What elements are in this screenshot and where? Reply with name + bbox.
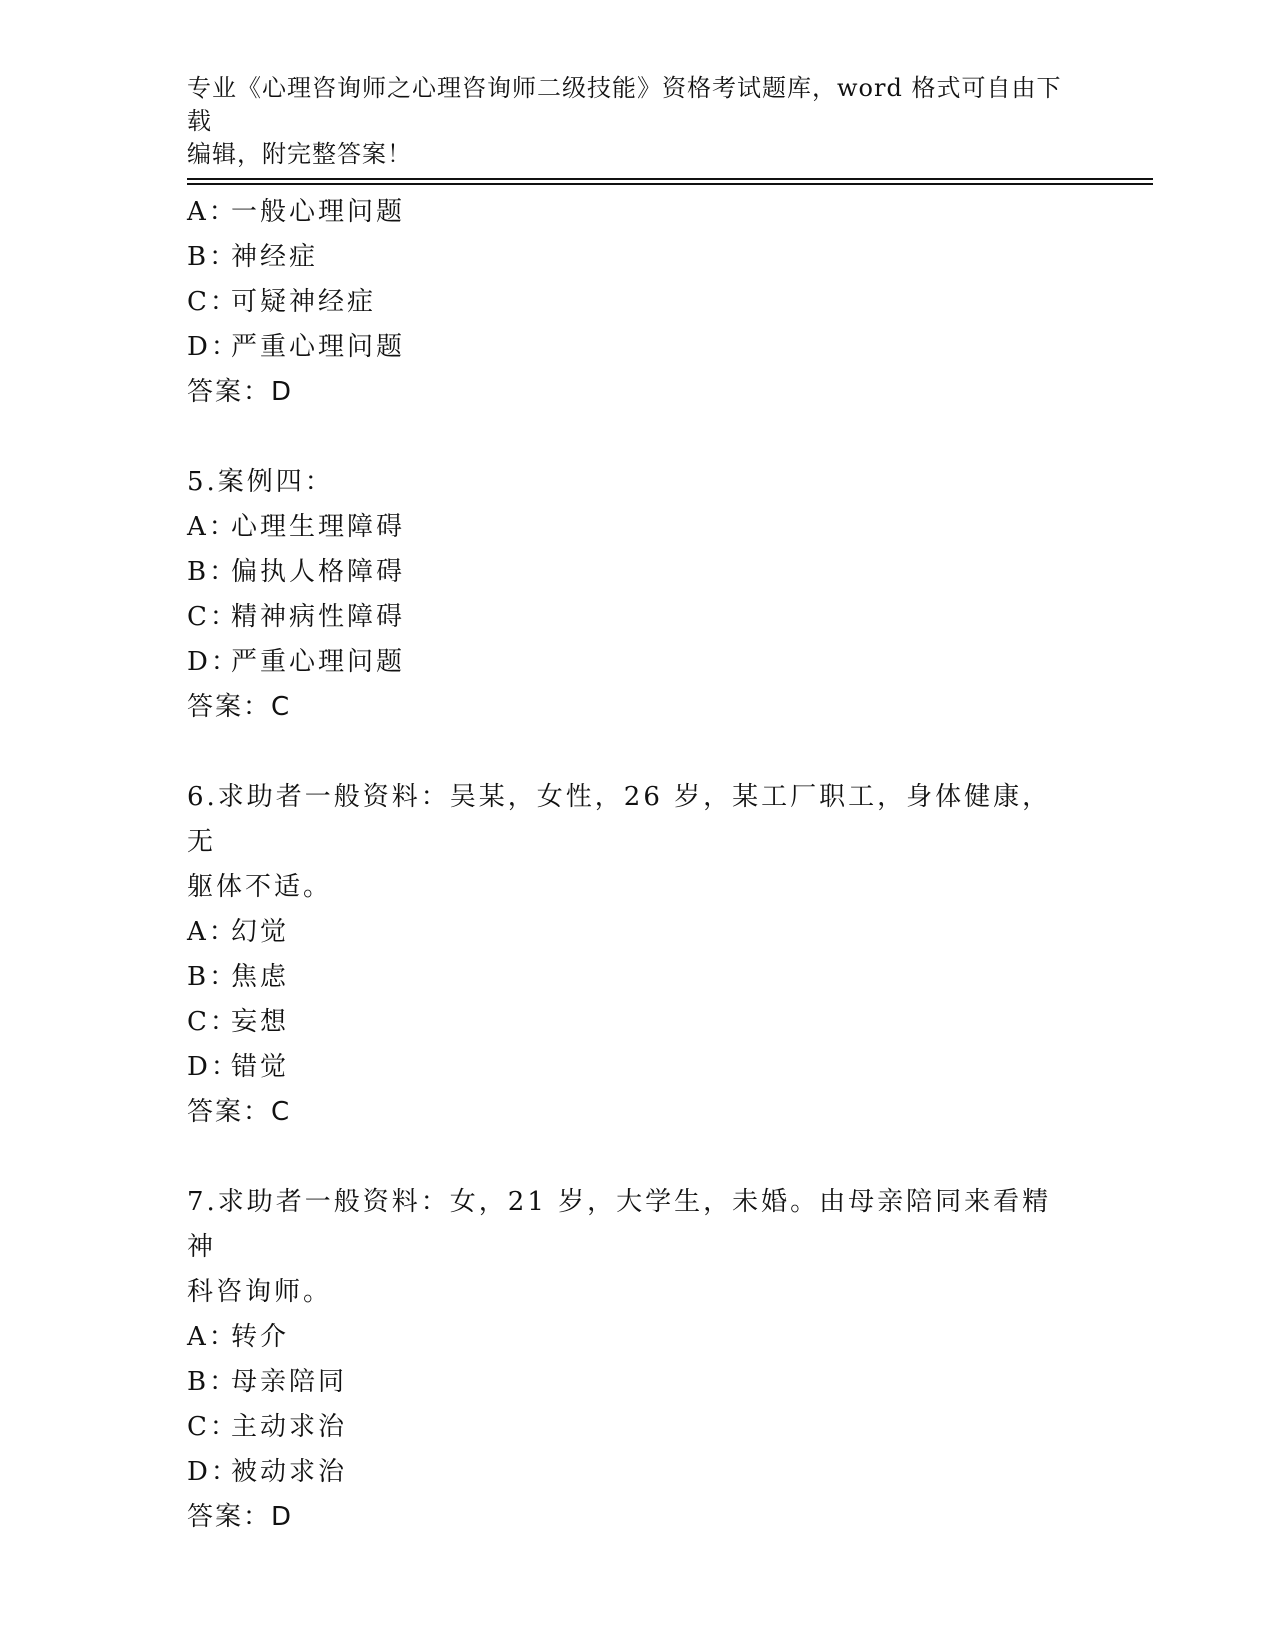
option-c (187, 280, 1087, 325)
question-stem-line: 5.案例四： (187, 467, 334, 497)
option-text: 幻觉 (231, 917, 290, 947)
question-stem (187, 775, 1067, 910)
question-stem-line: 科咨询师。 (187, 1277, 333, 1307)
option-d (187, 1450, 1087, 1495)
option-text: 精神病性障碍 (231, 602, 406, 632)
option-key: C： (187, 1007, 239, 1037)
option-key: A： (187, 512, 238, 542)
option-a (187, 1315, 1087, 1360)
question-stem-line: 躯体不适。 (187, 872, 333, 902)
document-header (187, 72, 1067, 171)
header-divider-top (187, 178, 1153, 180)
option-key: C： (187, 602, 239, 632)
option-key: C： (187, 287, 239, 317)
question-7 (187, 1180, 1087, 1540)
option-c (187, 595, 1087, 640)
option-text: 主动求治 (231, 1412, 348, 1442)
option-c (187, 1405, 1087, 1450)
answer-line: 答案：C (187, 1097, 292, 1127)
option-d (187, 640, 1087, 685)
option-key: A： (187, 1322, 238, 1352)
option-text: 转介 (231, 1322, 290, 1352)
option-a (187, 190, 1087, 235)
option-b (187, 955, 1087, 1000)
option-a (187, 910, 1087, 955)
option-text: 母亲陪同 (231, 1367, 348, 1397)
option-text: 一般心理问题 (231, 197, 406, 227)
option-key: D： (187, 332, 240, 362)
option-text: 被动求治 (231, 1457, 348, 1487)
header-divider-bottom (187, 183, 1153, 185)
option-text: 焦虑 (231, 962, 290, 992)
option-key: C： (187, 1412, 239, 1442)
option-a (187, 505, 1087, 550)
option-d (187, 1045, 1087, 1090)
question-5 (187, 460, 1087, 730)
option-text: 妄想 (231, 1007, 290, 1037)
answer-line: 答案：C (187, 692, 292, 722)
header-line-2: 编辑，附完整答案！ (187, 140, 412, 168)
question-partial (187, 190, 1087, 415)
option-b (187, 235, 1087, 280)
question-list (187, 190, 1087, 1540)
option-text: 心理生理障碍 (231, 512, 406, 542)
option-key: D： (187, 1052, 240, 1082)
option-b (187, 550, 1087, 595)
option-key: B： (187, 1367, 239, 1397)
answer-line: 答案：D (187, 377, 294, 407)
option-text: 严重心理问题 (231, 332, 406, 362)
option-key: B： (187, 962, 239, 992)
option-key: D： (187, 1457, 240, 1487)
answer-line: 答案：D (187, 1502, 294, 1532)
question-6 (187, 775, 1087, 1135)
option-b (187, 1360, 1087, 1405)
option-c (187, 1000, 1087, 1045)
option-d (187, 325, 1087, 370)
question-stem-line: 7.求助者一般资料：女，21 岁，大学生，未婚。由母亲陪同来看精神 (187, 1187, 1052, 1262)
option-text: 严重心理问题 (231, 647, 406, 677)
option-text: 可疑神经症 (231, 287, 377, 317)
option-key: A： (187, 917, 238, 947)
option-text: 错觉 (231, 1052, 290, 1082)
question-stem (187, 460, 1067, 505)
option-key: B： (187, 557, 239, 587)
option-key: D： (187, 647, 240, 677)
option-text: 偏执人格障碍 (231, 557, 406, 587)
option-key: A： (187, 197, 238, 227)
option-key: B： (187, 242, 239, 272)
question-stem-line: 6.求助者一般资料：吴某，女性，26 岁，某工厂职工，身体健康，无 (187, 782, 1052, 857)
option-text: 神经症 (231, 242, 319, 272)
header-line-1: 专业《心理咨询师之心理咨询师二级技能》资格考试题库，word 格式可自由下载 (187, 74, 1062, 135)
question-stem (187, 1180, 1067, 1315)
